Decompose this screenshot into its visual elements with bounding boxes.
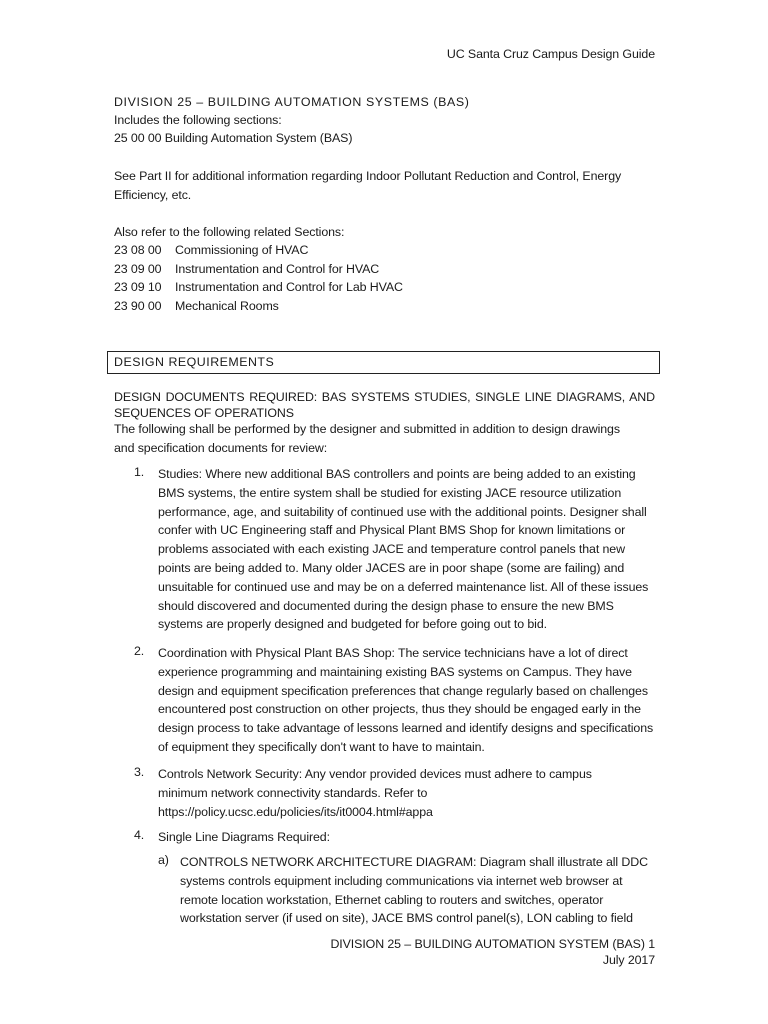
section-code: 23 09 10 [114, 280, 162, 294]
section-code: 23 09 00 [114, 262, 162, 276]
section-title: Commissioning of HVAC [175, 243, 309, 257]
list-item-number: 4. [134, 828, 145, 842]
related-section-row [114, 299, 279, 313]
section-title: Instrumentation and Control for HVAC [175, 262, 380, 276]
related-section-row [114, 280, 403, 294]
design-requirements-heading: DESIGN REQUIREMENTS [114, 355, 275, 369]
includes-label: Includes the following sections: [114, 113, 282, 127]
list-item-number: 1. [134, 465, 145, 479]
related-section-row [114, 243, 308, 257]
included-section: 25 00 00 Building Automation System (BAS) [114, 131, 353, 145]
sub-item-network-diagram: CONTROLS NETWORK ARCHITECTURE DIAGRAM: Diagram shall illustrate all DDC systems controls equipment including communications via internet web browser at remote location workstation, Ethernet cabling to routers and switches, operator workstation server (if used on site), JACE BMS control panel(s), LON cabling to field [180, 855, 648, 926]
section-code: 23 08 00 [114, 243, 162, 257]
section-title: Instrumentation and Control for Lab HVAC [175, 280, 403, 294]
design-intro: The following shall be performed by the designer and submitted in addition to design drawings [114, 422, 620, 436]
list-item-single-line-diagrams: Single Line Diagrams Required: [158, 830, 330, 844]
sub-item-letter: a) [158, 853, 169, 867]
design-docs-heading-cont: SEQUENCES OF OPERATIONS [114, 406, 294, 420]
list-item-studies: Studies: Where new additional BAS controllers and points are being added to an existing BMS systems, the entire system shall be studied for existing JACE resource utilization performance, age, and suitability of continued use with the additional points. Designer shall confer with UC Engineering staff and Physical Plant BMS Shop for known limitations or problems associated with each existing JACE and temperature control panels that new points are being added to. Many older JACES are in poor shape (some are failing) and unsuitable for continued use and may be on a deferred maintenance list. All of these issues should discovered and documented during the design phase to ensure the new BMS systems are properly designed and budgeted for before going out to bid. [158, 467, 649, 632]
design-intro-cont: and specification documents for review: [114, 441, 328, 455]
also-refer-label: Also refer to the following related Sections: [114, 225, 345, 239]
list-item-network-security: Controls Network Security: Any vendor provided devices must adhere to campus minimum network connectivity standards. Refer to https://policy.ucsc.edu/policies/its/it0004.html#appa [158, 767, 592, 819]
see-part-text: See Part II for additional information regarding Indoor Pollutant Reduction and Control, Energy [114, 169, 622, 183]
see-part-text-cont: Efficiency, etc. [114, 188, 192, 202]
footer-division-page: DIVISION 25 – BUILDING AUTOMATION SYSTEM (BAS) 1 [330, 937, 655, 951]
list-item-coordination: Coordination with Physical Plant BAS Shop: The service technicians have a lot of direct experience programming and maintaining existing BAS systems on Campus. They have design and equipment specification preferences that change regularly based on challenges encountered post construction on other projects, thus they should be engaged early in the design process to take advantage of lessons learned and identify designs and specifications of equipment they specifically don't want to have to maintain. [158, 646, 654, 754]
design-requirements-heading-box [107, 351, 660, 374]
list-item-number: 2. [134, 644, 145, 658]
division-title: DIVISION 25 – BUILDING AUTOMATION SYSTEMS (BAS) [114, 95, 470, 109]
list-item-number: 3. [134, 765, 145, 779]
section-code: 23 90 00 [114, 299, 162, 313]
footer-date: July 2017 [602, 953, 655, 967]
section-title: Mechanical Rooms [175, 299, 279, 313]
design-docs-heading: DESIGN DOCUMENTS REQUIRED: BAS SYSTEMS STUDIES, SINGLE LINE DIAGRAMS, AND [114, 390, 655, 404]
related-section-row [114, 262, 379, 276]
guide-title: UC Santa Cruz Campus Design Guide [446, 47, 655, 61]
